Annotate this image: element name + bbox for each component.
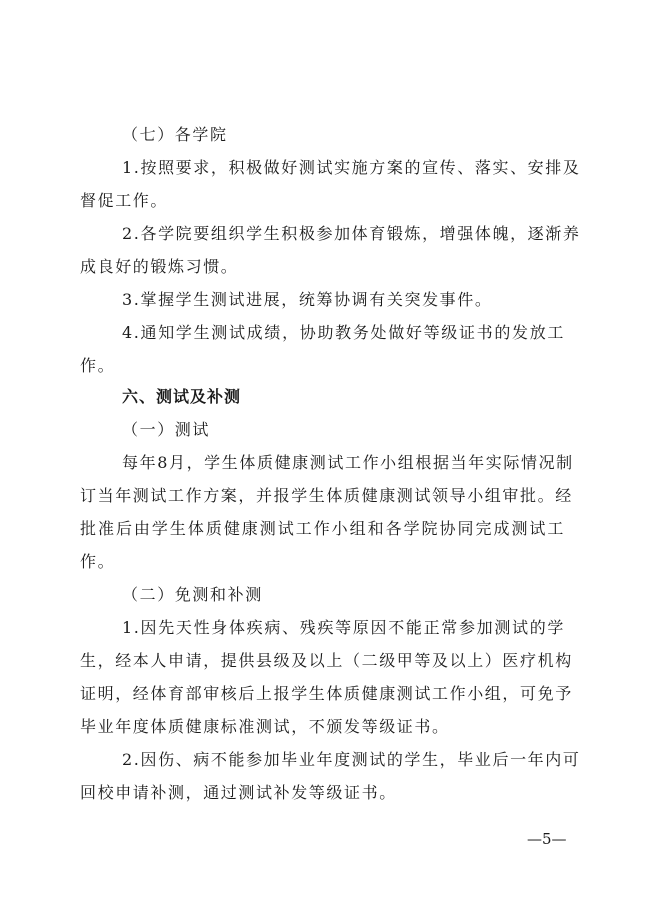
subsection-heading-seven: （七）各学院 bbox=[122, 125, 228, 144]
paragraph-line: 2.各学院要组织学生积极参加体育锻炼，增强体魄，逐渐养 bbox=[122, 224, 581, 243]
paragraph-line: 督促工作。 bbox=[80, 191, 169, 210]
paragraph-line: 3.掌握学生测试进展，统筹协调有关突发事件。 bbox=[122, 290, 493, 309]
paragraph-line: 毕业年度体质健康标准测试，不颁发等级证书。 bbox=[80, 717, 450, 736]
paragraph-line: 每年8月，学生体质健康测试工作小组根据当年实际情况制 bbox=[122, 453, 574, 472]
paragraph-line: 1.按照要求，积极做好测试实施方案的宣传、落实、安排及 bbox=[122, 158, 581, 177]
paragraph-line: 证明，经体育部审核后上报学生体质健康测试工作小组，可免予 bbox=[80, 684, 573, 703]
paragraph-line: 批准后由学生体质健康测试工作小组和各学院协同完成测试工 bbox=[80, 519, 565, 538]
page-number: —5— bbox=[527, 830, 567, 848]
paragraph-line: 生，经本人申请，提供县级及以上（二级甲等及以上）医疗机构 bbox=[80, 651, 573, 670]
paragraph-line: 4.通知学生测试成绩，协助教务处做好等级证书的发放工 bbox=[122, 323, 565, 342]
paragraph-line: 作。 bbox=[80, 356, 116, 375]
paragraph-line: 回校申请补测，通过测试补发等级证书。 bbox=[80, 783, 397, 802]
paragraph-line: 作。 bbox=[80, 552, 116, 571]
subsection-heading-one: （一）测试 bbox=[122, 420, 211, 439]
paragraph-line: 成良好的锻炼习惯。 bbox=[80, 257, 239, 276]
paragraph-line: 1.因先天性身体疾病、残疾等原因不能正常参加测试的学 bbox=[122, 618, 565, 637]
paragraph-line: 订当年测试工作方案，并报学生体质健康测试领导小组审批。经 bbox=[80, 486, 573, 505]
subsection-heading-two: （二）免测和补测 bbox=[122, 585, 263, 604]
section-heading-six: 六、测试及补测 bbox=[122, 387, 242, 406]
paragraph-line: 2.因伤、病不能参加毕业年度测试的学生，毕业后一年内可 bbox=[122, 750, 581, 769]
